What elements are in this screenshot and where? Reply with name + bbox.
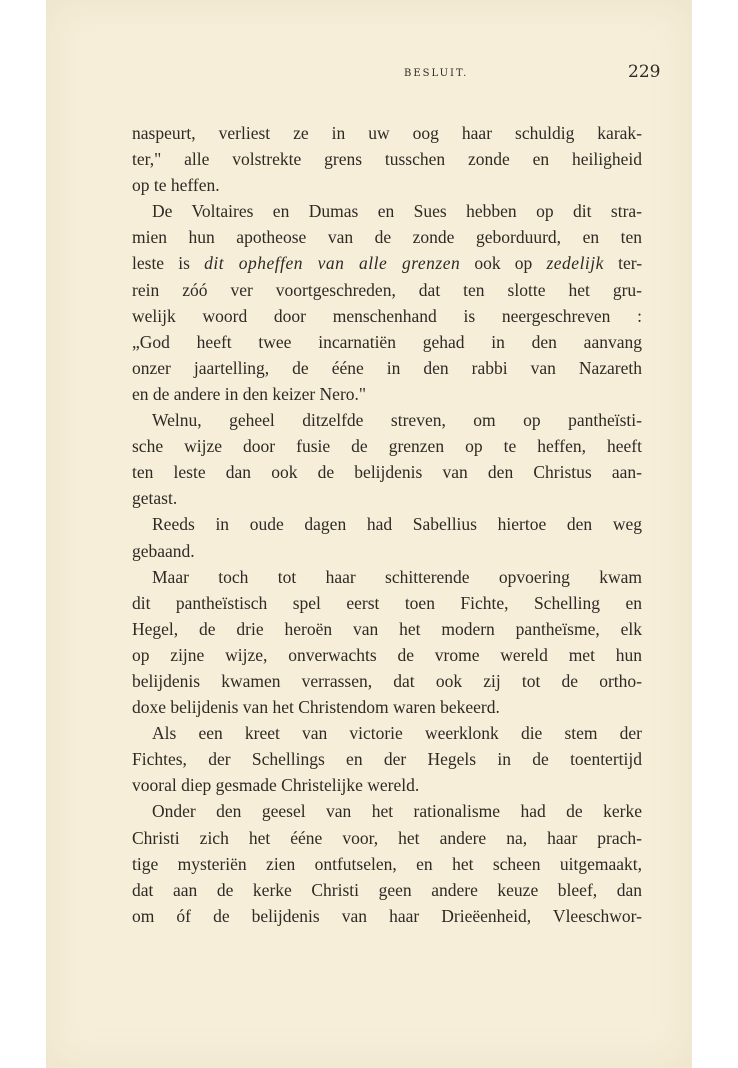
italic-word: zedelijk <box>546 253 604 274</box>
text-line: doxe belijdenis van het Christendom waren bekeerd. <box>132 697 500 718</box>
text-line: Hegel, de drie heroën van het modern pantheïsme, elk <box>132 618 642 639</box>
running-header: BESLUIT. <box>404 68 469 79</box>
text-span: leste is <box>132 253 205 274</box>
text-line: Welnu, geheel ditzelfde streven, om op pantheïsti- <box>152 410 642 431</box>
text-line: om óf de belijdenis van haar Drieëenheid, Vleeschwor- <box>132 905 642 926</box>
page-number: 229 <box>628 62 661 82</box>
text-line: „God heeft twee incarnatiën gehad in den aanvang <box>132 331 642 352</box>
text-line: getast. <box>132 488 178 509</box>
text-line: Fichtes, der Schellings en der Hegels in de toentertijd <box>132 749 642 770</box>
text-line: naspeurt, verliest ze in uw oog haar schuldig karak- <box>132 123 642 143</box>
text-line: onzer jaartelling, de ééne in den rabbi van Nazareth <box>132 357 642 378</box>
text-line: belijdenis kwamen verrassen, dat ook zij tot de ortho- <box>132 670 642 691</box>
text-line: gebaand. <box>132 540 195 561</box>
text-span: ter- <box>603 253 642 274</box>
text-line: ter," alle volstrekte grens tusschen zonde en heiligheid <box>132 149 642 170</box>
text-line: Als een kreet van victorie weerklonk die stem der <box>152 723 642 744</box>
text-line: dat aan de kerke Christi geen andere keuze bleef, dan <box>132 879 642 900</box>
text-line-with-italic <box>132 250 642 276</box>
text-line: vooral diep gesmade Christelijke wereld. <box>132 775 420 796</box>
text-span: ook op <box>460 253 547 274</box>
text-line: op te heffen. <box>132 175 220 196</box>
text-line: Reeds in oude dagen had Sabellius hiertoe den weg <box>152 514 642 535</box>
text-line: en de andere in den keizer Nero." <box>132 383 367 404</box>
text-line: tige mysteriën zien ontfutselen, en het scheen uitgemaakt, <box>132 853 642 874</box>
text-line: Christi zich het ééne voor, het andere na, haar prach- <box>132 827 642 848</box>
text-line: De Voltaires en Dumas en Sues hebben op dit stra- <box>152 201 642 222</box>
text-line: welijk woord door menschenhand is neergeschreven : <box>132 305 642 326</box>
text-line: mien hun apotheose van de zonde geborduurd, en ten <box>132 227 642 248</box>
body-text <box>132 120 642 929</box>
text-line: dit pantheïstisch spel eerst toen Fichte, Schelling en <box>132 592 642 613</box>
text-line: ten leste dan ook de belijdenis van den Christus aan- <box>132 462 642 483</box>
text-line: Onder den geesel van het rationalisme had de kerke <box>152 801 642 822</box>
text-line: op zijne wijze, onverwachts de vrome wereld met hun <box>132 644 642 665</box>
italic-phrase: dit opheffen van alle grenzen <box>204 253 461 274</box>
text-line: Maar toch tot haar schitterende opvoering kwam <box>152 566 642 587</box>
text-line: rein zóó ver voortgeschreden, dat ten slotte het gru- <box>132 279 642 300</box>
text-line: sche wijze door fusie de grenzen op te heffen, heeft <box>132 436 642 457</box>
